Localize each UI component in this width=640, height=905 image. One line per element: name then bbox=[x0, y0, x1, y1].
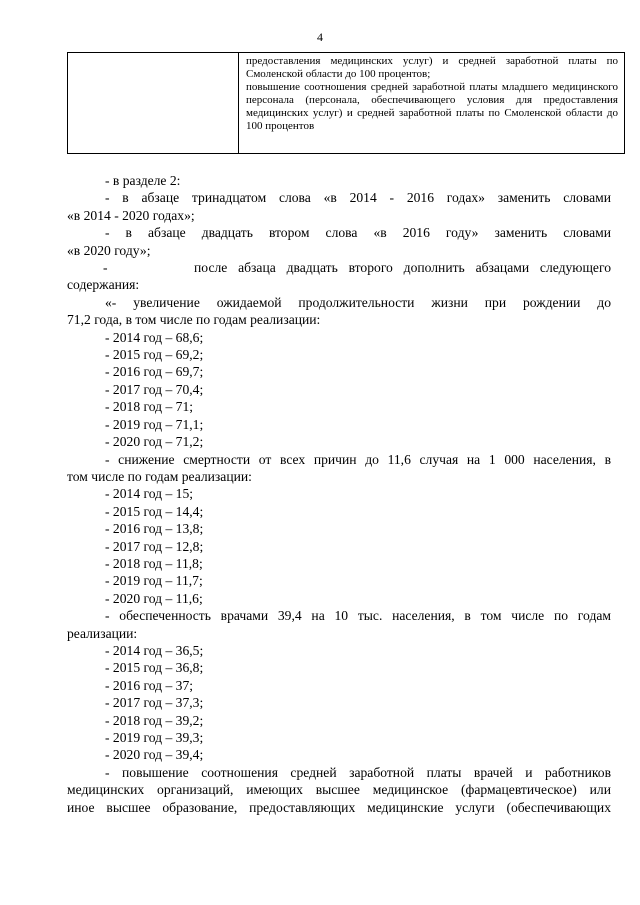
table-line: предоставления медицинских услуг) и средней заработной платы по bbox=[246, 55, 618, 67]
year-item: - 2019 год – 71,1; bbox=[105, 416, 204, 432]
year-item: - 2014 год – 68,6; bbox=[105, 329, 204, 345]
paragraph-line: реализации: bbox=[67, 625, 138, 641]
paragraph-line: - повышение соотношения средней заработной платы врачей и работников bbox=[105, 764, 611, 780]
table-line: медицинских услуг) и средней заработной платы по Смоленской области до bbox=[246, 107, 618, 119]
year-item: - 2020 год – 11,6; bbox=[105, 590, 203, 606]
paragraph-line: «в 2020 году»; bbox=[67, 242, 151, 258]
paragraph-line: - снижение смертности от всех причин до 11,6 случая на 1 000 населения, в bbox=[105, 451, 611, 467]
paragraph-line: - в абзаце двадцать втором слова «в 2016 году» заменить словами bbox=[105, 225, 611, 241]
page-number: 4 bbox=[317, 30, 323, 44]
year-item: - 2016 год – 13,8; bbox=[105, 521, 204, 537]
paragraph-line: - обеспеченность врачами 39,4 на 10 тыс. населения, в том числе по годам bbox=[105, 608, 611, 624]
table-line: Смоленской области до 100 процентов; bbox=[246, 68, 431, 80]
table-cell-text bbox=[246, 55, 618, 133]
year-item: - 2017 год – 37,3; bbox=[105, 695, 204, 711]
year-item: - 2015 год – 36,8; bbox=[105, 660, 204, 676]
year-item: - 2018 год – 39,2; bbox=[105, 712, 204, 728]
paragraph-line: «- увеличение ожидаемой продолжительности жизни при рождении до bbox=[105, 294, 611, 310]
paragraph-line: - в абзаце тринадцатом слова «в 2014 - 2016 годах» заменить словами bbox=[105, 190, 611, 206]
year-item: - 2017 год – 70,4; bbox=[105, 381, 204, 397]
year-item: - 2018 год – 71; bbox=[105, 399, 194, 415]
year-item: - 2019 год – 39,3; bbox=[105, 730, 204, 745]
year-item: - 2018 год – 11,8; bbox=[105, 555, 203, 571]
year-item: - 2015 год – 69,2; bbox=[105, 347, 204, 363]
year-item: - 2020 год – 39,4; bbox=[105, 747, 204, 763]
table-line: 100 процентов bbox=[246, 120, 315, 132]
year-item: - 2016 год – 37; bbox=[105, 677, 194, 693]
paragraph-line: том числе по годам реализации: bbox=[67, 468, 252, 484]
paragraph-line bbox=[67, 259, 611, 276]
table-column-divider bbox=[238, 53, 239, 153]
section-line: - в разделе 2: bbox=[105, 173, 181, 188]
year-item: - 2016 год – 69,7; bbox=[105, 364, 204, 380]
document-body bbox=[67, 172, 611, 816]
year-item: - 2014 год – 36,5; bbox=[105, 642, 204, 658]
year-item: - 2017 год – 12,8; bbox=[105, 538, 204, 554]
dash-mark: - bbox=[103, 260, 108, 276]
year-item: - 2015 год – 14,4; bbox=[105, 503, 204, 519]
table-fragment bbox=[67, 52, 625, 154]
paragraph-line: содержания: bbox=[67, 277, 140, 293]
paragraph-line: иное высшее образование, предоставляющих медицинские услуги (обеспечивающих bbox=[67, 799, 611, 815]
table-line: персонала (персонала, обеспечивающего условия для предоставления bbox=[246, 94, 618, 106]
paragraph-text: после абзаца двадцать второго дополнить абзацами следующего bbox=[194, 260, 611, 276]
paragraph-line: медицинских организаций, имеющих высшее медицинское (фармацевтическое) или bbox=[67, 782, 611, 798]
paragraph-line: 71,2 года, в том числе по годам реализации: bbox=[67, 312, 321, 328]
paragraph-line: «в 2014 - 2020 годах»; bbox=[67, 207, 195, 223]
year-item: - 2019 год – 11,7; bbox=[105, 573, 203, 589]
year-item: - 2014 год – 15; bbox=[105, 486, 194, 502]
year-item: - 2020 год – 71,2; bbox=[105, 434, 204, 450]
table-line: повышение соотношения средней заработной платы младшего медицинского bbox=[246, 81, 618, 93]
